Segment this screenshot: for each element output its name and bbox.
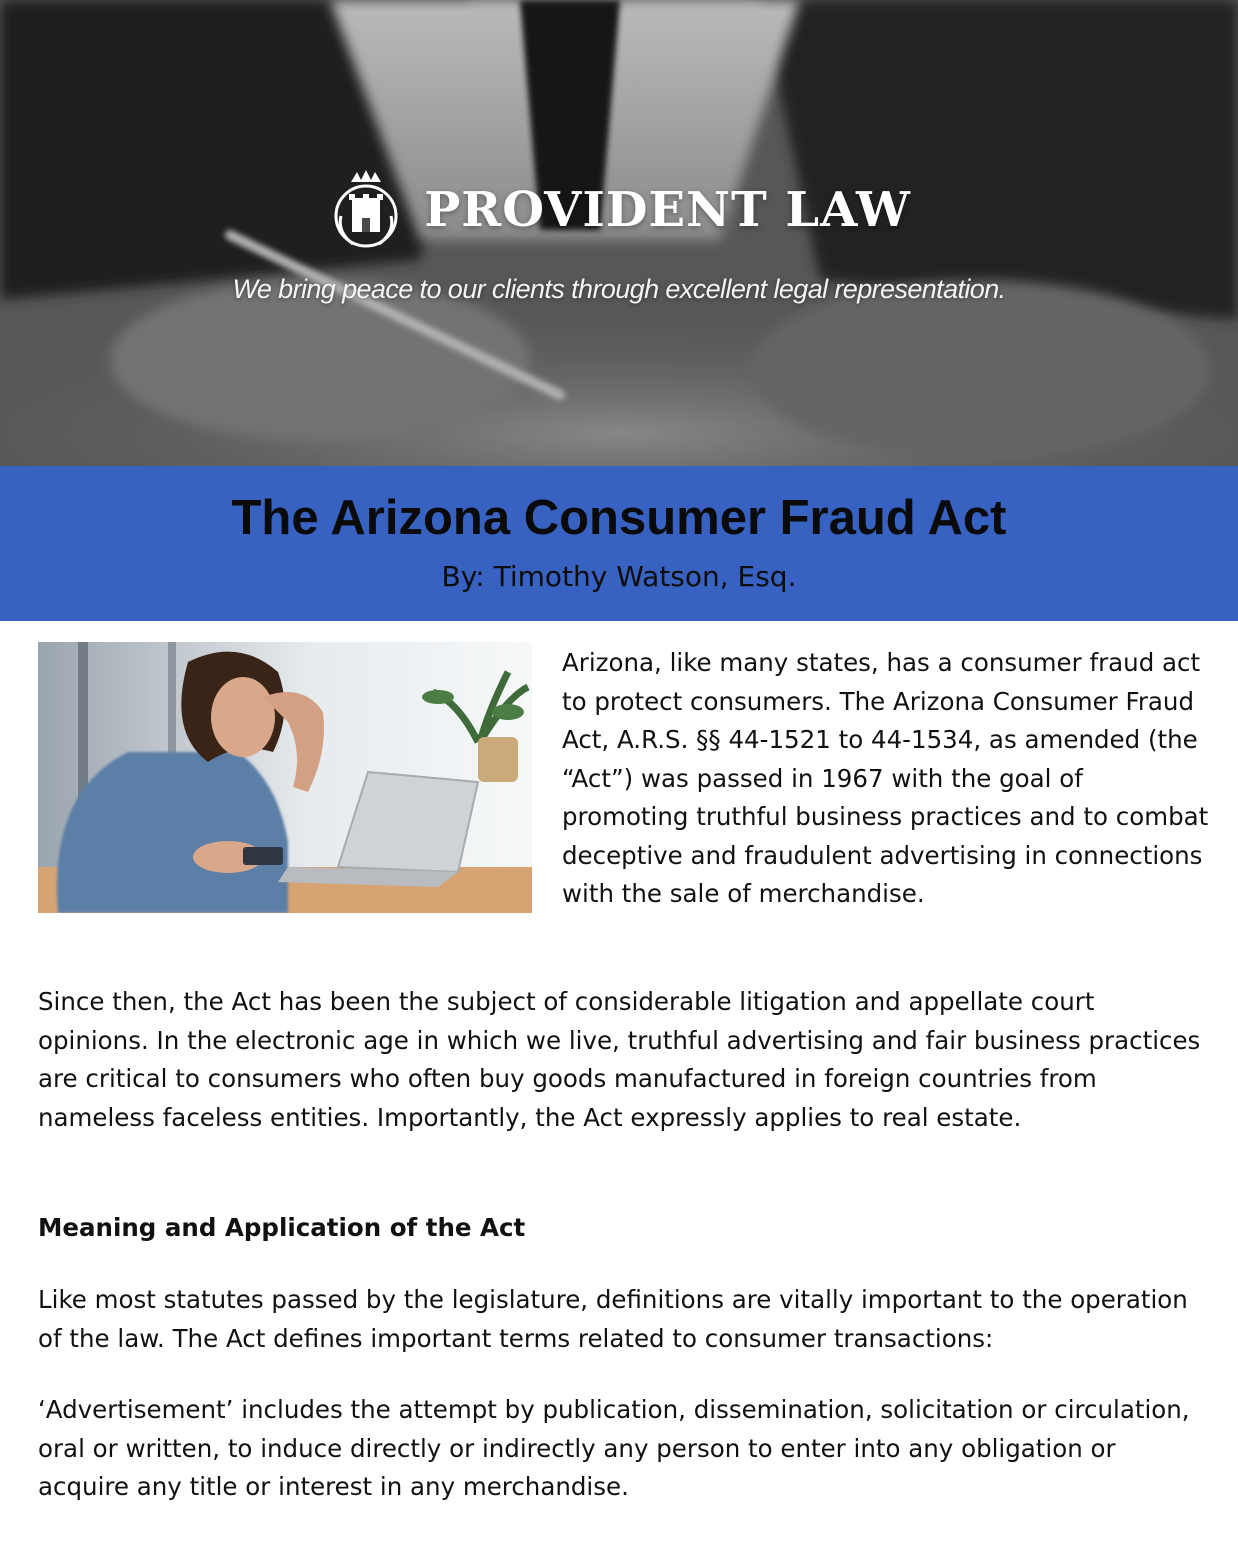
document-title: The Arizona Consumer Fraud Act [231, 491, 1007, 545]
title-band [0, 466, 1238, 621]
tagline: We bring peace to our clients through excellent legal representation. [232, 274, 1006, 304]
intro-paragraph: Arizona, like many states, has a consumer fraud act to protect consumers. The Arizona Consumer Fraud Act, A.R.S. §§ 44-1521 to 44-1534, as amended (the “Act”) was passed in 1967 with the goal of promoting truthful business practices and to combat deceptive and fraudulent advertising in connections with the sale of merchandise. [562, 648, 1209, 908]
definition-paragraph: ‘Advertisement’ includes the attempt by publication, dissemination, solicitation or circulation, oral or written, to induce directly or indirectly any person to enter into any obligation or acquire any title or interest in any merchandise. [38, 1395, 1190, 1501]
castle-crest-icon [327, 168, 405, 252]
brand-name: PROVIDENT LAW [424, 182, 911, 238]
section-heading: Meaning and Application of the Act [38, 1213, 526, 1242]
author-byline: By: Timothy Watson, Esq. [441, 560, 797, 593]
body-paragraph: Since then, the Act has been the subject of considerable litigation and appellate court opinions. In the electronic age in which we live, truthful advertising and fair business practices are critical to consumers who often buy goods manufactured in foreign countries from nameless faceless entities. Importantly, the Act expressly applies to real estate. [38, 987, 1201, 1132]
hero-banner [0, 0, 1238, 466]
brand-lockup [0, 168, 1238, 252]
woman-with-laptop-illustration [38, 642, 532, 913]
body-paragraph: Like most statutes passed by the legislature, definitions are vitally important to the operation of the law. The Act defines important terms related to consumer transactions: [38, 1285, 1188, 1353]
article-photo [38, 642, 532, 913]
